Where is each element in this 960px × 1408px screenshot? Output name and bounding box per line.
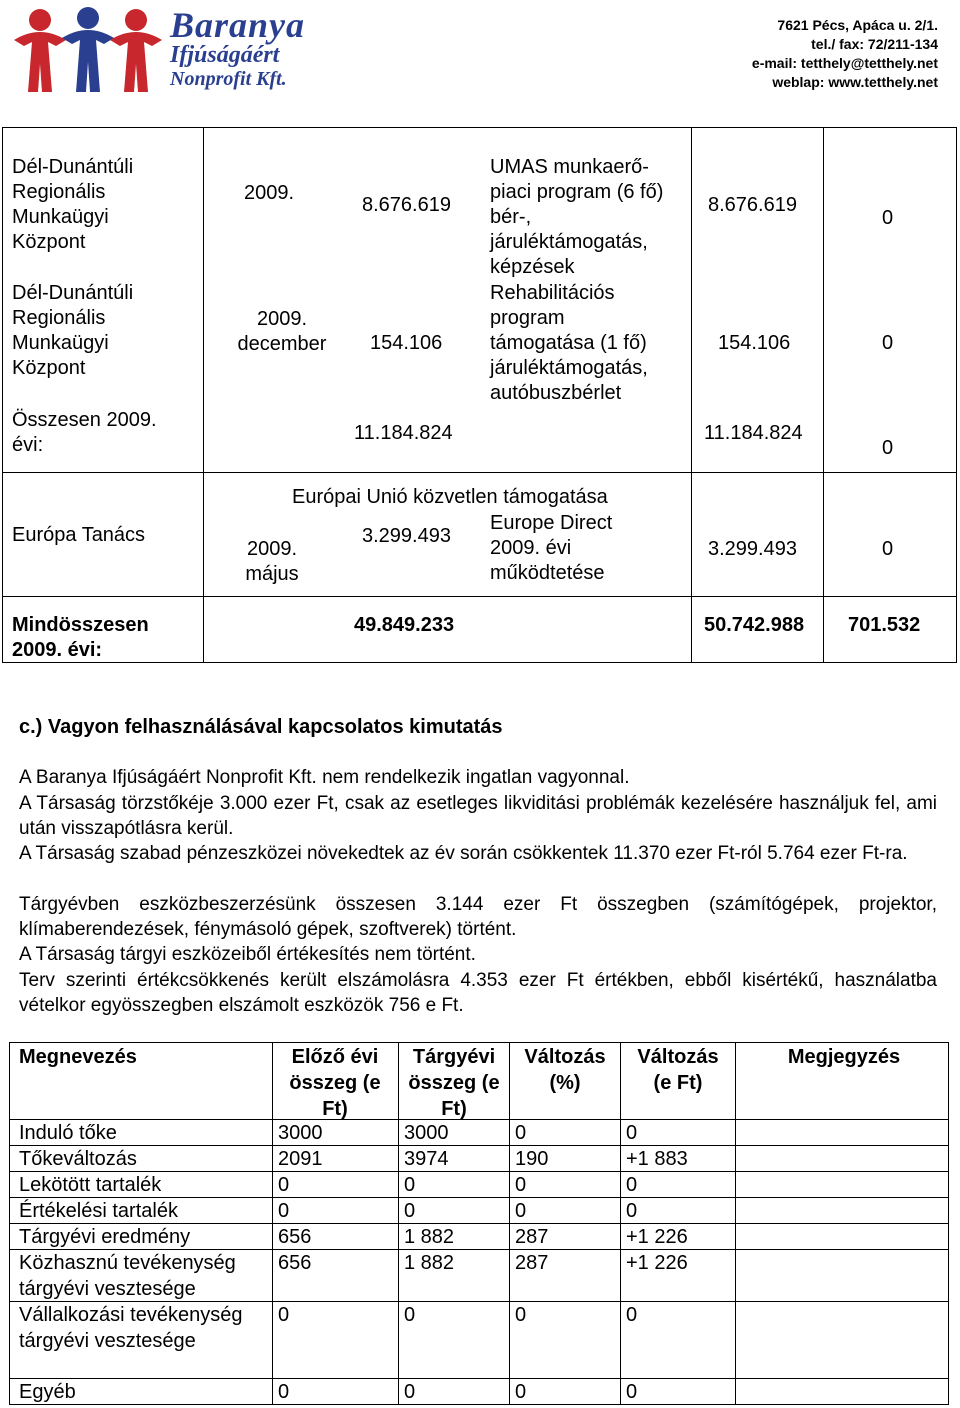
subtotal-used: 11.184.824 bbox=[704, 422, 803, 444]
grant-used: 8.676.619 bbox=[708, 194, 797, 216]
header-note: Megjegyzés bbox=[787, 1046, 901, 1068]
cell-change-pct: 190 bbox=[515, 1148, 549, 1170]
cell-prev: 0 bbox=[278, 1174, 290, 1196]
cell-current: 3974 bbox=[404, 1148, 449, 1170]
grant-date: 2009. bbox=[246, 538, 298, 560]
cell-change-ft: 0 bbox=[626, 1304, 638, 1326]
cell-current: 3000 bbox=[404, 1122, 449, 1144]
cell-change-pct: 0 bbox=[515, 1122, 527, 1144]
grant-date: 2009. bbox=[256, 308, 308, 330]
logo-subtitle-2: Nonprofit Kft. bbox=[170, 68, 287, 90]
grantor-name: Dél-Dunántúli bbox=[12, 156, 134, 178]
row-label: Tőkeváltozás bbox=[19, 1148, 137, 1170]
cell-change-ft: 0 bbox=[626, 1122, 638, 1144]
grand-total-amount: 49.849.233 bbox=[354, 614, 455, 636]
website: weblap: www.tetthely.net bbox=[772, 74, 938, 90]
cell-change-pct: 0 bbox=[515, 1304, 527, 1326]
subtotal-amount: 11.184.824 bbox=[354, 422, 453, 444]
email: e-mail: tetthely@tetthely.net bbox=[751, 55, 938, 71]
cell-prev: 656 bbox=[278, 1226, 312, 1248]
eu-section-title: Európai Unió közvetlen támogatása bbox=[292, 486, 608, 508]
row-label: Egyéb bbox=[19, 1381, 76, 1403]
address: 7621 Pécs, Apáca u. 2/1. bbox=[777, 17, 938, 33]
cell-change-pct: 0 bbox=[515, 1174, 527, 1196]
cell-change-ft: +1 226 bbox=[626, 1252, 688, 1274]
header-current: Tárgyévi összeg (e Ft) bbox=[408, 1046, 500, 1120]
logo-subtitle: Ifjúságáért bbox=[170, 42, 280, 68]
cell-change-ft: +1 883 bbox=[626, 1148, 688, 1170]
cell-change-ft: 0 bbox=[626, 1200, 638, 1222]
grant-description: Europe Direct bbox=[490, 512, 613, 534]
cell-prev: 3000 bbox=[278, 1122, 323, 1144]
cell-prev: 656 bbox=[278, 1252, 312, 1274]
row-label: Vállalkozási tevékenység tárgyévi vesztesége bbox=[19, 1304, 243, 1352]
header-change-pct: Változás (%) bbox=[524, 1046, 606, 1094]
subtotal-rest: 0 bbox=[882, 437, 894, 459]
header-name: Megnevezés bbox=[19, 1046, 137, 1068]
cell-prev: 2091 bbox=[278, 1148, 323, 1170]
grand-total-used: 50.742.988 bbox=[704, 614, 805, 636]
grant-amount: 8.676.619 bbox=[362, 194, 451, 216]
paragraph: A Társaság szabad pénzeszközei növekedtek az év során csökkentek 11.370 ezer Ft-ról 5.764 ezer Ft-ra. bbox=[19, 843, 908, 864]
paragraph: A Társaság törzstőkéje 3.000 ezer Ft, csak az esetleges likviditási problémák kezelésére használjuk fel, ami után visszapótlásra kerül. bbox=[19, 793, 937, 839]
grant-amount: 154.106 bbox=[370, 332, 443, 354]
cell-change-pct: 287 bbox=[515, 1252, 549, 1274]
cell-change-pct: 0 bbox=[515, 1200, 527, 1222]
paragraph: Terv szerinti értékcsökkenés került elszámolásra 4.353 ezer Ft értékben, ebből kisértékű, használatba vételkor egyösszegben elszámolt eszközök 756 e Ft. bbox=[19, 970, 937, 1016]
cell-prev: 0 bbox=[278, 1381, 290, 1403]
cell-current: 0 bbox=[404, 1174, 416, 1196]
header-change-ft: Változás (e Ft) bbox=[637, 1046, 719, 1094]
cell-current: 1 882 bbox=[404, 1252, 455, 1274]
grant-description: Rehabilitációs bbox=[490, 282, 615, 304]
contact-block bbox=[752, 16, 938, 92]
logo-figures-icon bbox=[8, 2, 168, 102]
row-label: Közhasznú tevékenység tárgyévi vesztesége bbox=[19, 1252, 236, 1300]
phone: tel./ fax: 72/211-134 bbox=[811, 36, 938, 52]
grantor-name: Dél-Dunántúli bbox=[12, 282, 134, 304]
row-label: Induló tőke bbox=[19, 1122, 117, 1144]
section-title: c.) Vagyon felhasználásával kapcsolatos kimutatás bbox=[19, 716, 503, 738]
grand-total-label: Mindösszesen bbox=[12, 614, 149, 636]
grant-used: 3.299.493 bbox=[708, 538, 797, 560]
cell-change-ft: 0 bbox=[626, 1381, 638, 1403]
grant-rest: 0 bbox=[882, 538, 894, 560]
row-label: Lekötött tartalék bbox=[19, 1174, 162, 1196]
cell-current: 1 882 bbox=[404, 1226, 455, 1248]
grant-rest: 0 bbox=[882, 332, 894, 354]
grant-used: 154.106 bbox=[718, 332, 791, 354]
cell-current: 0 bbox=[404, 1381, 416, 1403]
cell-change-pct: 0 bbox=[515, 1381, 527, 1403]
cell-prev: 0 bbox=[278, 1200, 290, 1222]
paragraph: A Baranya Ifjúságáért Nonprofit Kft. nem rendelkezik ingatlan vagyonnal. bbox=[19, 767, 630, 788]
cell-current: 0 bbox=[404, 1304, 416, 1326]
cell-current: 0 bbox=[404, 1200, 416, 1222]
paragraph: Tárgyévben eszközbeszerzésünk összesen 3.144 ezer Ft összegben (számítógépek, projektor, klímaberendezések, fénymásoló gépek, szoftverek) történt. bbox=[19, 894, 937, 940]
row-label: Tárgyévi eredmény bbox=[19, 1226, 191, 1248]
grant-rest: 0 bbox=[882, 207, 894, 229]
grand-total-rest: 701.532 bbox=[848, 614, 921, 636]
grant-description: UMAS munkaerő- bbox=[490, 156, 649, 178]
row-label: Értékelési tartalék bbox=[19, 1200, 178, 1222]
paragraph: A Társaság tárgyi eszközeiből értékesítés nem történt. bbox=[19, 944, 476, 965]
cell-change-pct: 287 bbox=[515, 1226, 549, 1248]
grant-date: 2009. bbox=[244, 182, 295, 204]
header-prev: Előző évi összeg (e Ft) bbox=[289, 1046, 381, 1120]
subtotal-label: Összesen 2009. bbox=[12, 409, 157, 431]
cell-change-ft: 0 bbox=[626, 1174, 638, 1196]
logo-title: Baranya bbox=[170, 5, 306, 45]
cell-prev: 0 bbox=[278, 1304, 290, 1326]
cell-change-ft: +1 226 bbox=[626, 1226, 688, 1248]
grant-amount: 3.299.493 bbox=[362, 525, 451, 547]
grantor-name: Európa Tanács bbox=[12, 524, 146, 546]
